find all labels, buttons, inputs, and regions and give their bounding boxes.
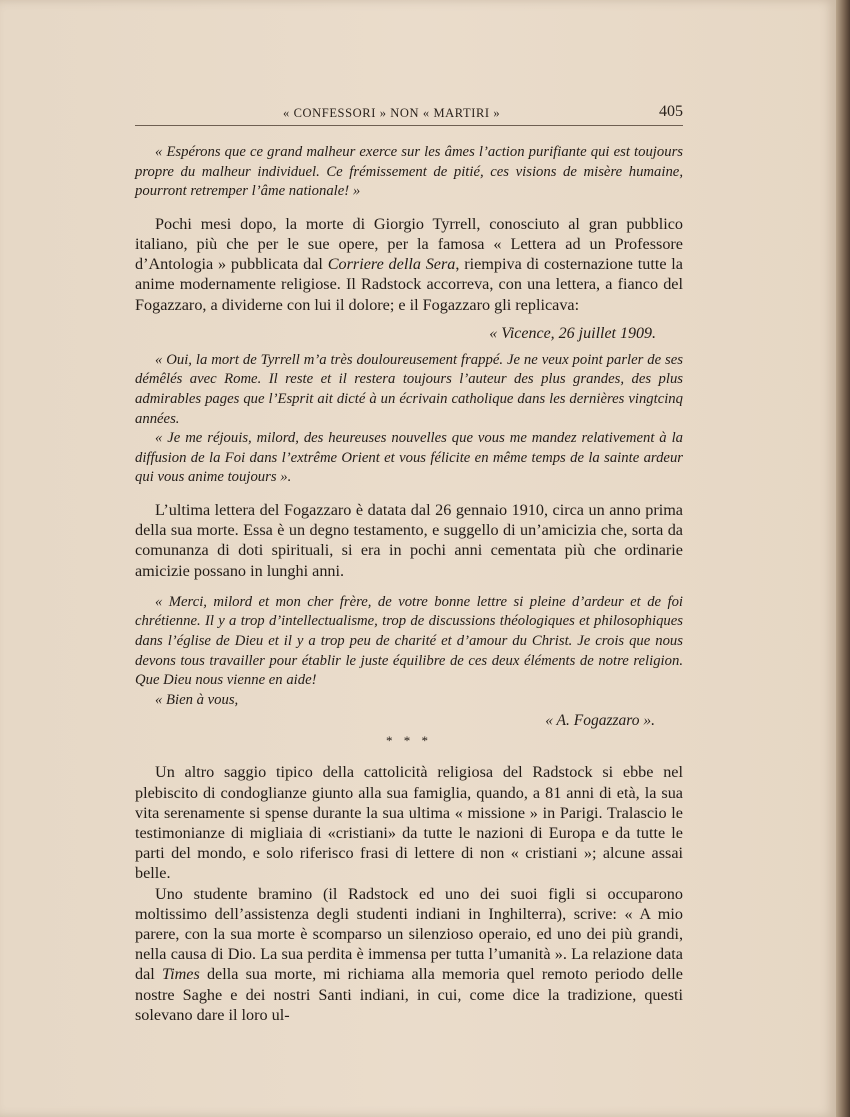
quote-paragraph: « Espérons que ce grand malheur exerce sur les âmes l’action purifiante qui est toujours propre du malheur individuel. Ce frémissement de pitié, ces visions de misère humaine, pourront retremper l’âme nationale! » (135, 144, 683, 200)
text-run: della sua morte, mi richiama alla memoria quel remoto periodo delle nostre Saghe e dei nostri Santi indiani, in cui, come dice la tradizione, questi solevano dare il loro ul- (135, 965, 683, 1024)
body-paragraph (135, 214, 683, 315)
quote-paragraph: « Je me réjouis, milord, des heureuses nouvelles que vous me mandez relativement à la diffusion de la Foi dans l’extrême Orient et vous félicite en même temps de la sainte ardeur qui vous anime toujours ». (135, 430, 683, 486)
page-number: 405 (659, 103, 683, 120)
newspaper-title: Times (161, 965, 200, 984)
running-header (135, 104, 683, 126)
running-title: « CONFESSORI » NON « MARTIRI » (283, 106, 501, 120)
text-run: Pochi mesi dopo, la morte di Giorgio Tyrrell, conosciuto al gran pubblico italiano, più che per le sue opere, per la famosa « Lettera ad un Professore d’Antologia » pubblicata dal (135, 214, 683, 274)
body-paragraph: L’ultima lettera del Fogazzaro è datata dal 26 gennaio 1910, circa un anno prima della sua morte. Essa è un degno testamento, e suggello di un’amicizia che, sorta da comunanza di doti spirituali, si era in pochi anni cementata più che ordinarie amicizie possano in lunghi anni. (135, 500, 683, 580)
letter-closing: « Bien à vous, (155, 691, 239, 708)
page-edge (836, 0, 850, 1117)
letter-signature: « A. Fogazzaro ». (545, 712, 655, 730)
text-run: Uno studente bramino (il Radstock ed uno dei suoi figli si occuparono moltissimo dell’assistenza degli studenti indiani in Inghilterra), scrive: « A mio parere, con la sua morte è scomparso un silenzioso operaio, ed uno dei più grandi, nella causa di Dio. La sua perdita è immensa per tutta l’umanità ». La relazione data dal (135, 884, 683, 984)
body-paragraph (135, 884, 683, 1025)
letter-dateline: « Vicence, 26 juillet 1909. (489, 324, 656, 342)
newspaper-title: Corriere della Sera (327, 255, 456, 274)
section-break: * * * (386, 733, 432, 749)
quote-paragraph: « Oui, la mort de Tyrrell m’a très douloureusement frappé. Je ne veux point parler de ses démêlés avec Rome. Il reste et il restera toujours l’auteur des plus grandes, des plus admirables pages que l’Esprit ait dicté à un écrivain catholique dans les dernières vingtcinq années. (135, 351, 683, 427)
body-paragraph: Un altro saggio tipico della cattolicità religiosa del Radstock si ebbe nel plebiscito di condoglianze giunto alla sua famiglia, quando, a 81 anni di età, la sua vita serenamente si spense durante la sua ultima « missione » in Parigi. Tralascio le testimonianze di migliaia di «cristiani» da tutte le nazioni di Europa e da tutte le parti del mondo, e solo riferisco frasi di lettere di non « cristiani »; alcune assai belle. (135, 763, 683, 883)
text-run: , riempiva di costernazione tutte la anime modernamente religiose. Il Radstock accorreva, con una lettera, a fianco del Fogazzaro, a dividerne con lui il dolore; e il Fogazzaro gli replicava: (135, 255, 683, 314)
header-rule (135, 125, 683, 126)
quote-paragraph: « Merci, milord et mon cher frère, de votre bonne lettre si pleine d’ardeur et de foi chrétienne. Il y a trop d’intellectualisme, trop de discussions théologiques et philosophiques dans l’église de Dieu et il y a trop peu de charité et d’amour du Christ. Je crois que nous devons tous travailler pour établir le juste équilibre de ces deux éléments de notre religion. Que Dieu nous vienne en aide! (135, 593, 683, 689)
page-body (135, 143, 683, 1025)
